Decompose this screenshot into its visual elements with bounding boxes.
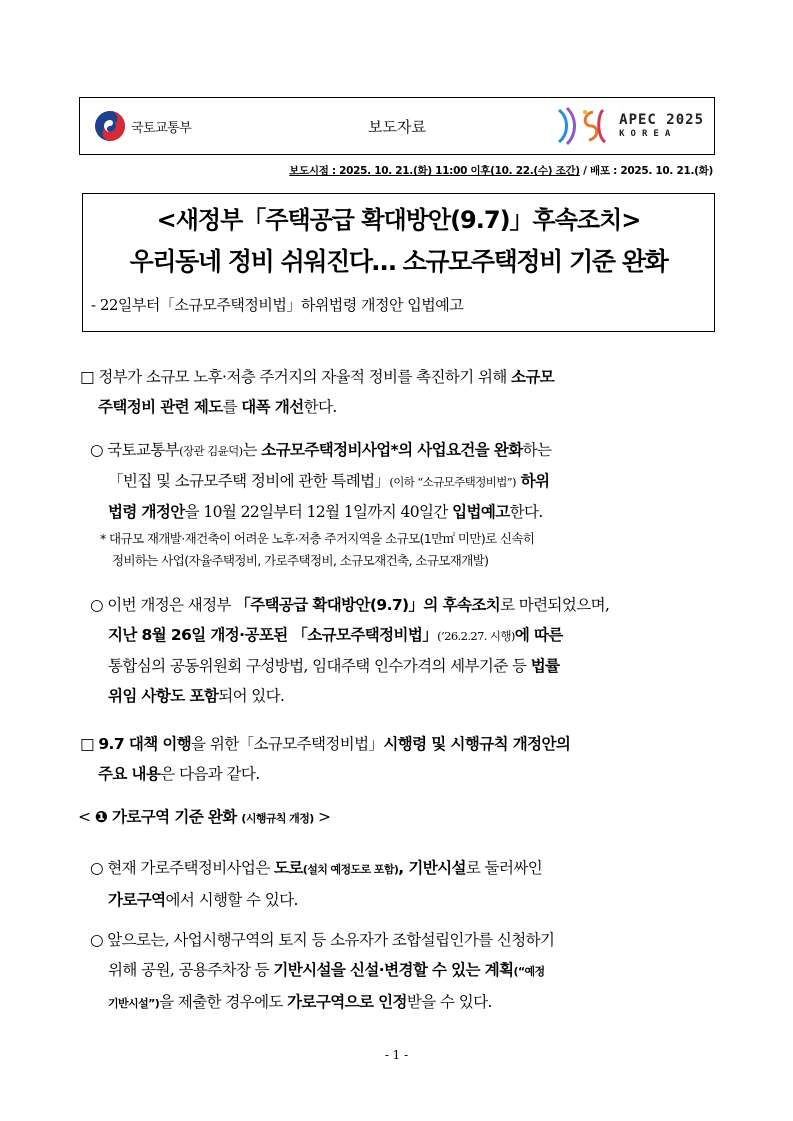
p1-text-d: 를 <box>222 398 242 416</box>
paragraph-5 <box>90 853 720 915</box>
press-header <box>79 97 715 155</box>
apec-subtitle: KOREA <box>619 129 677 139</box>
p6-bold-e: 기반시설”) <box>108 997 160 1010</box>
paragraph-4 <box>80 729 720 789</box>
p6-bold-d: (“예정 <box>513 965 545 978</box>
p3-effective-date: (’26.2.27. 시행) <box>437 629 515 643</box>
page-number: - 1 - <box>384 1048 409 1062</box>
p2-bold-k: 입법예고 <box>452 503 510 521</box>
release-info <box>289 163 713 178</box>
p2-text-j: 을 10월 22일부터 12월 1일까지 40일간 <box>184 503 453 521</box>
paragraph-3 <box>90 590 720 711</box>
p3-text-a: ○ 이번 개정은 새정부 <box>90 596 236 614</box>
p3-bold-i: 위임 사항도 포함 <box>108 687 219 705</box>
p6-text-b: 위해 공원, 공용주차장 등 <box>108 961 274 979</box>
p3-text-j: 되어 있다. <box>218 687 285 705</box>
section-1-note: (시행규칙 개정) <box>241 812 314 825</box>
p2-law-name: 「빈집 및 소규모주택 정비에 관한 특례법」 <box>108 472 390 490</box>
p2-text-l: 한다. <box>509 503 543 521</box>
paragraph-1 <box>80 362 720 422</box>
p2-minister: (장관 김윤덕) <box>179 444 243 458</box>
p2-bold-h: 하위 <box>515 472 550 490</box>
p2-text-a: ○ 국토교통부 <box>90 441 180 459</box>
distribution-date: 배포 : 2025. 10. 21.(화) <box>590 165 713 177</box>
apec-title: APEC 2025 <box>619 112 704 128</box>
section-1-bracket-open: < <box>78 808 95 826</box>
p5-text-e: 로 둘러싸인 <box>465 859 543 877</box>
p6-text-h: 받을 수 있다. <box>406 993 492 1011</box>
p4-text-c: 을 위한「소규모주택정비법」 <box>191 735 384 753</box>
p2-text-e: 하는 <box>522 441 552 459</box>
p3-bold-f: 에 따른 <box>514 626 563 644</box>
headline-line-1: <새정부「주택공급 확대방안(9.7)」후속조치> <box>156 206 641 234</box>
release-separator: / <box>579 165 591 177</box>
p4-text-a: □ <box>80 735 99 753</box>
footnote-line-2: 정비하는 사업(자율주택정비, 가로주택정비, 소규모재건축, 소규모재개발) <box>112 553 489 568</box>
title-box <box>82 193 715 332</box>
p2-abbrev: (이하 “소규모주택정비법”) <box>389 475 516 489</box>
doc-type-label: 보도자료 <box>368 118 426 136</box>
p1-text-a: □ 정부가 소규모 노후·저층 주거지의 자율적 정비를 촉진하기 위해 <box>80 368 512 386</box>
p6-bold-c: 기반시설을 신설·변경할 수 있는 계획 <box>273 961 514 979</box>
p3-bold-b: 「주택공급 확대방안(9.7)」의 후속조치 <box>235 596 501 614</box>
p1-bold-e: 대폭 개선 <box>241 398 304 416</box>
p5-bold-c: (설치 예정도로 포함) <box>302 863 399 876</box>
p3-text-c: 로 마련되었으며, <box>500 596 610 614</box>
paragraph-2 <box>90 435 720 527</box>
p5-bold-f: 가로구역 <box>108 891 166 909</box>
p2-bold-d: 소규모주택정비사업*의 사업요건을 완화 <box>261 441 523 459</box>
apec-logo <box>553 104 704 148</box>
p2-bold-i: 법령 개정안 <box>108 503 185 521</box>
p6-text-f: 을 제출한 경우에도 <box>159 993 288 1011</box>
p5-bold-b: 도로 <box>274 859 303 877</box>
p3-bold-h: 법률 <box>530 657 560 675</box>
p5-text-a: ○ 현재 가로주택정비사업은 <box>90 859 275 877</box>
p5-text-g: 에서 시행할 수 있다. <box>165 891 298 909</box>
section-1-title: ❶ 가로구역 기준 완화 <box>94 808 242 826</box>
p2-text-c: 는 <box>242 441 262 459</box>
p6-bold-g: 가로구역으로 인정 <box>287 993 407 1011</box>
p3-text-g: 통합심의 공동위원회 구성방법, 임대주택 인수가격의 세부기준 등 <box>108 657 531 675</box>
section-1-heading <box>78 802 718 834</box>
subtitle: - 22일부터「소규모주택정비법」하위법령 개정안 입법예고 <box>91 296 464 314</box>
section-1-bracket-close: > <box>313 808 331 826</box>
p4-text-f: 은 다음과 같다. <box>160 765 260 783</box>
paragraph-6 <box>90 925 720 1019</box>
p4-bold-b: 9.7 대책 이행 <box>98 735 192 753</box>
p1-bold-c: 주택정비 관련 제도 <box>98 398 223 416</box>
footnote-line-1: * 대규모 재개발·재건축이 어려운 노후·저층 주거지역을 소규모(1만㎡ 미만)로 신속히 <box>100 531 535 546</box>
p4-bold-e: 주요 내용 <box>98 765 161 783</box>
p6-line-1: ○ 앞으로는, 사업시행구역의 토지 등 소유자가 조합설립인가를 신청하기 <box>90 931 555 949</box>
p4-bold-d: 시행령 및 시행규칙 개정안의 <box>383 735 571 753</box>
ministry-name: 국토교통부 <box>131 120 192 136</box>
apec-mark-icon <box>553 104 615 148</box>
headline-line-2: 우리동네 정비 쉬워진다… 소규모주택정비 기준 완화 <box>129 247 668 276</box>
footnote <box>100 528 720 572</box>
embargo-time: 보도시점 : 2025. 10. 21.(화) 11:00 이후(10. 22.(수) 조간) <box>289 165 580 177</box>
p5-bold-d: , 기반시설 <box>398 859 466 877</box>
p1-text-f: 한다. <box>303 398 337 416</box>
p1-bold-b: 소규모 <box>511 368 555 386</box>
p3-bold-d: 지난 8월 26일 개정·공포된 「소규모주택정비법」 <box>108 626 438 644</box>
